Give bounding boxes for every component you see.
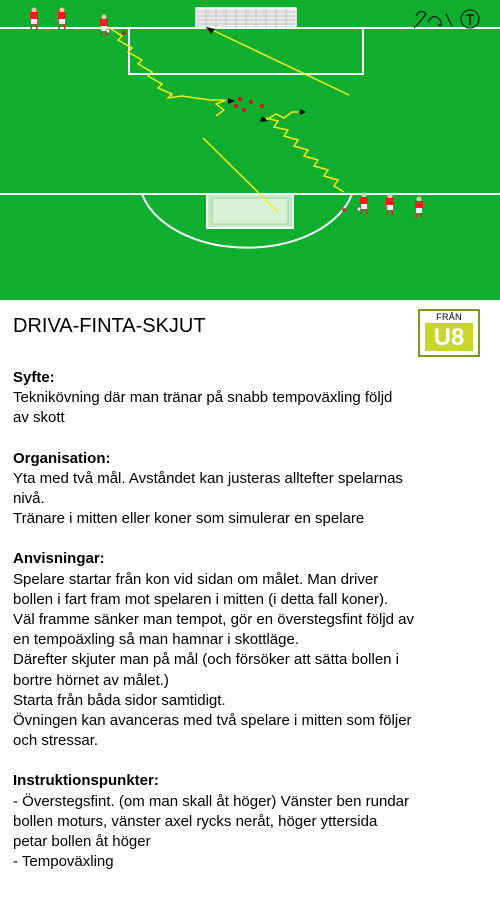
text-line: bollen i fart fram mot spelaren i mitten (i detta fall koner). xyxy=(13,590,389,608)
page-title: DRIVA-FINTA-SKJUT xyxy=(13,315,206,337)
top-goal xyxy=(196,8,296,28)
section-syfte xyxy=(13,368,493,429)
badge-from-label: FRÅN xyxy=(436,312,462,322)
text-line: Yta med två mål. Avståndet kan justeras alltefter spelarnas xyxy=(13,469,403,487)
section-heading: Instruktionspunkter: xyxy=(13,772,159,790)
text-line: Teknikövning där man tränar på snabb tempoväxling följd xyxy=(13,389,393,407)
section-heading: Anvisningar: xyxy=(13,550,105,568)
text-line: Starta från båda sidor samtidigt. xyxy=(13,691,226,709)
text-line: petar bollen åt höger xyxy=(13,833,151,851)
text-line: av skott xyxy=(13,409,65,427)
text-line: en tempoäxling så man hamnar i skottläge. xyxy=(13,631,299,649)
text-line: nivå. xyxy=(13,490,45,508)
text-line: Väl framme sänker man tempot, gör en överstegsfint följd av xyxy=(13,611,415,629)
section-heading: Organisation: xyxy=(13,449,111,467)
age-badge xyxy=(418,309,480,357)
text-line: Spelare startar från kon vid sidan om målet. Man driver xyxy=(13,570,379,588)
text-line: - Överstegsfint. (om man skall åt höger) Vänster ben rundar xyxy=(13,792,410,810)
badge-level: U8 xyxy=(425,323,473,351)
pitch-diagram xyxy=(0,0,500,300)
section-anvisningar xyxy=(13,549,493,751)
content xyxy=(13,368,493,892)
text-line: bortre hörnet av målet.) xyxy=(13,671,169,689)
text-line: - Tempoväxling xyxy=(13,853,114,871)
grass xyxy=(0,0,500,300)
section-instruktionspunkter xyxy=(13,771,493,872)
text-line: Därefter skjuter man på mål (och försöker att sätta bollen i xyxy=(13,651,400,669)
section-organisation xyxy=(13,449,493,530)
bottom-goal xyxy=(207,194,293,228)
section-heading: Syfte: xyxy=(13,369,55,386)
text-line: Övningen kan avanceras med två spelare i mitten som följer xyxy=(13,712,412,730)
text-line: bollen moturs, vänster axel rycks neråt, höger yttersida xyxy=(13,812,378,830)
text-line: och stressar. xyxy=(13,732,99,750)
text-line: Tränare i mitten eller koner som simulerar en spelare xyxy=(13,510,365,528)
